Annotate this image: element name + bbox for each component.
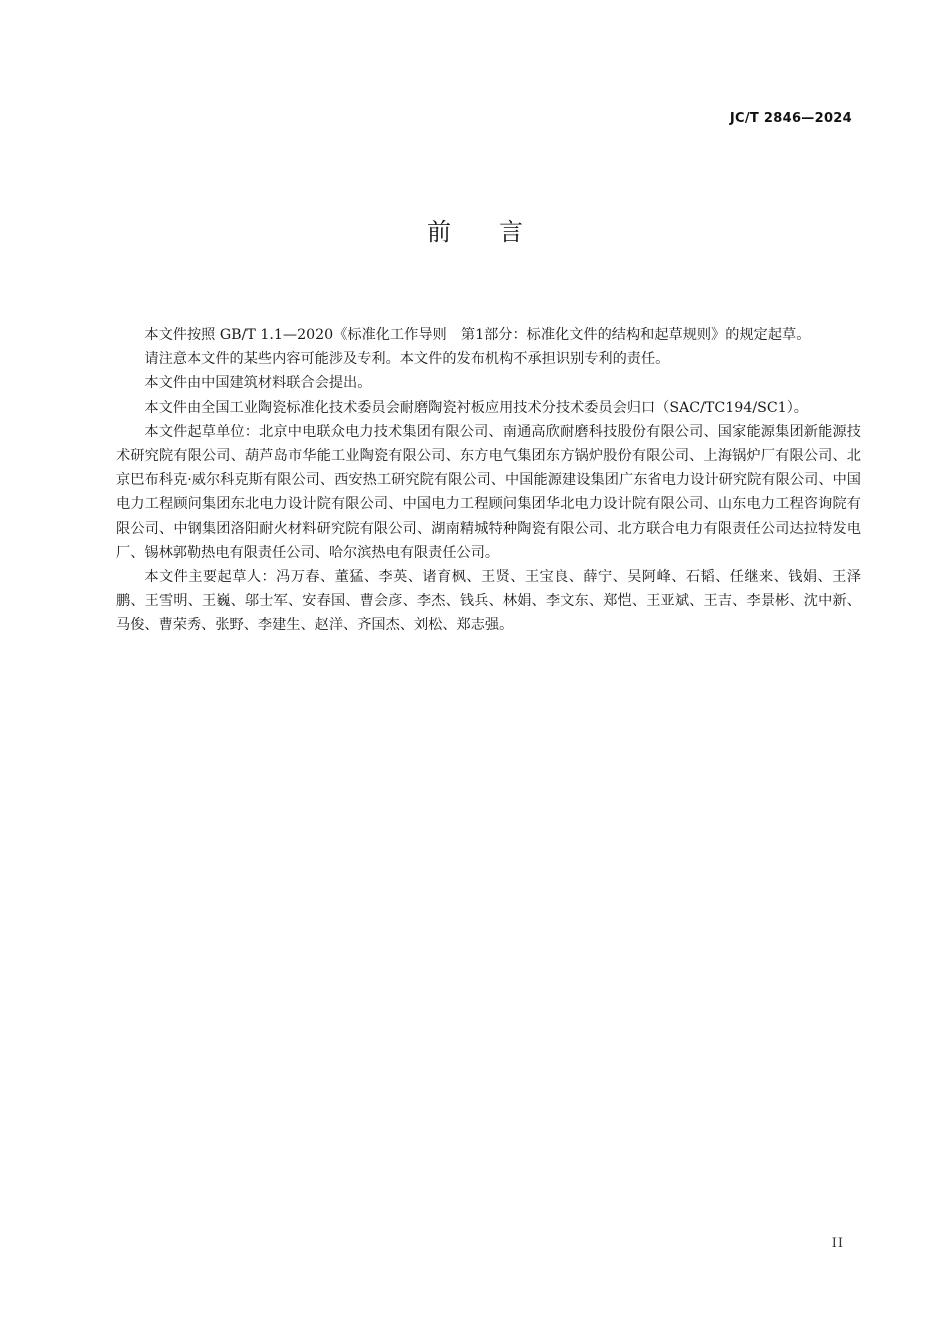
paragraph-patent-notice: 请注意本文件的某些内容可能涉及专利。本文件的发布机构不承担识别专利的责任。 [144,351,670,368]
paragraph-drafting-units: 本文件起草单位：北京中电联众电力技术集团有限公司、南通高欣耐磨科技股份有限公司、国家能源集团新能源技术研究院有限公司、葫芦岛市华能工业陶瓷有限公司、东方电气集团东方锅炉股份有限公司、上海锅炉厂有限公司、北京巴布科克·威尔科克斯有限公司、西安热工研究院有限公司、中国能源建设集团广东省电力设计研究院有限公司、中国电力工程顾问集团东北电力设计院有限公司、中国电力工程顾问集团华北电力设计院有限公司、山东电力工程咨询院有限公司、中钢集团洛阳耐火材料研究院有限公司、湖南精城特种陶瓷有限公司、北方联合电力有限责任公司达拉特发电厂、锡林郭勒热电有限责任公司、哈尔滨热电有限责任公司。 [116,423,861,561]
paragraph-proposer: 本文件由中国建筑材料联合会提出。 [144,375,372,392]
paragraph-drafting-rules: 本文件按照 GB/T 1.1—2020《标准化工作导则 第1部分：标准化文件的结构和起草规则》的规定起草。 [144,327,811,343]
paragraph-drafters: 本文件主要起草人：冯万春、董猛、李英、诸育枫、王贤、王宝良、薛宁、吴阿峰、石韬、任继来、钱娟、王泽鹏、王雪明、王巍、邬士军、安春国、曹会彦、李杰、钱兵、林娟、李文东、郑恺、王亚斌、王吉、李景彬、沈中新、马俊、曹荣秀、张野、李建生、赵洋、齐国杰、刘松、郑志强。 [116,569,861,634]
foreword-body [116,323,861,638]
paragraph-administrator: 本文件由全国工业陶瓷标准化技术委员会耐磨陶瓷衬板应用技术分技术委员会归口（SAC/TC194/SC1）。 [144,399,808,416]
page-number: II [831,1236,844,1251]
document-code: JC/T 2846—2024 [729,111,852,126]
page-title: 前言 [427,218,571,246]
